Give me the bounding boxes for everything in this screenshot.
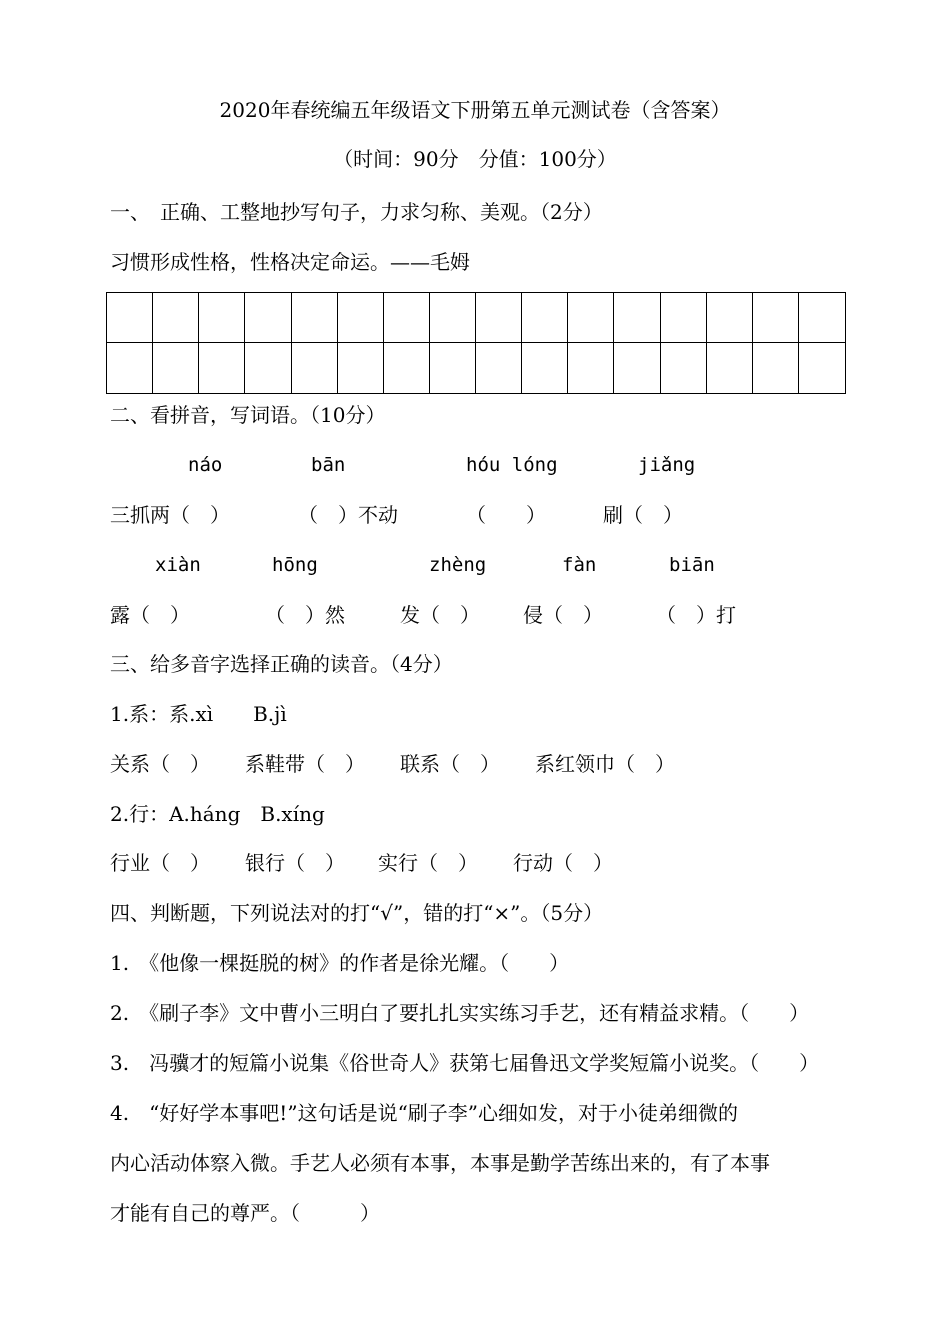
pinyin-label: náo <box>188 454 223 476</box>
fill-word: （ ） <box>466 503 546 527</box>
judgement-item: 3. 冯骥才的短篇小说集《俗世奇人》获第七届鲁迅文学奖短篇小说奖。（ ） <box>110 1051 820 1075</box>
grid-cell[interactable] <box>107 343 153 393</box>
pinyin-label: xiàn <box>155 554 201 576</box>
polyphone-options: 2.行：A.háng B.xíng <box>110 802 325 826</box>
section-4-heading: 四、判断题，下列说法对的打“√”，错的打“×”。（5分） <box>110 901 604 925</box>
grid-cell[interactable] <box>245 343 291 393</box>
judgement-item-continued: 才能有自己的尊严。（ ） <box>110 1201 380 1225</box>
grid-cell[interactable] <box>476 343 522 393</box>
grid-cell[interactable] <box>476 293 522 343</box>
fill-word: （ ）然 <box>265 603 345 627</box>
polyphone-word: 银行（ ） <box>245 851 345 875</box>
grid-cell[interactable] <box>707 293 753 343</box>
pinyin-label: zhèng <box>429 554 487 576</box>
section-3-heading: 三、给多音字选择正确的读音。（4分） <box>110 652 453 676</box>
grid-cell[interactable] <box>338 293 384 343</box>
grid-cell[interactable] <box>384 343 430 393</box>
polyphone-word: 系鞋带（ ） <box>245 752 365 776</box>
grid-cell[interactable] <box>292 293 338 343</box>
fill-word: 三抓两（ ） <box>110 503 230 527</box>
fill-word: 刷（ ） <box>603 503 683 527</box>
pinyin-label: biān <box>669 554 715 576</box>
grid-cell[interactable] <box>153 343 199 393</box>
pinyin-label: hóu lóng <box>466 454 558 476</box>
grid-cell[interactable] <box>292 343 338 393</box>
judgement-item: 1. 《他像一棵挺脱的树》的作者是徐光耀。（ ） <box>110 951 570 975</box>
polyphone-word: 关系（ ） <box>110 752 210 776</box>
pinyin-label: hōng <box>272 554 318 576</box>
grid-cell[interactable] <box>199 293 245 343</box>
grid-cell[interactable] <box>107 293 153 343</box>
grid-cell[interactable] <box>338 343 384 393</box>
pinyin-label: fàn <box>562 554 597 576</box>
polyphone-word: 行动（ ） <box>513 851 613 875</box>
grid-cell[interactable] <box>614 343 660 393</box>
pinyin-label: bān <box>311 454 346 476</box>
grid-cell[interactable] <box>799 293 845 343</box>
judgement-item-continued: 内心活动体察入微。手艺人必须有本事，本事是勤学苦练出来的，有了本事 <box>110 1151 770 1175</box>
polyphone-word: 行业（ ） <box>110 851 210 875</box>
polyphone-word: 实行（ ） <box>378 851 478 875</box>
fill-word: 发（ ） <box>400 603 480 627</box>
section-2-heading: 二、看拼音，写词语。（10分） <box>110 403 386 427</box>
polyphone-word: 系红领巾（ ） <box>535 752 675 776</box>
fill-word: 露（ ） <box>110 603 190 627</box>
section-1-heading: 一、 正确、工整地抄写句子，力求匀称、美观。（2分） <box>110 200 603 224</box>
grid-cell[interactable] <box>199 343 245 393</box>
grid-cell[interactable] <box>430 343 476 393</box>
grid-cell[interactable] <box>707 343 753 393</box>
fill-word: 侵（ ） <box>523 603 603 627</box>
fill-word: （ ）打 <box>656 603 736 627</box>
grid-cell[interactable] <box>614 293 660 343</box>
page-subtitle: （时间：90分 分值：100分） <box>333 147 617 171</box>
writing-grid[interactable] <box>106 292 846 394</box>
polyphone-word: 联系（ ） <box>400 752 500 776</box>
grid-cell[interactable] <box>384 293 430 343</box>
grid-cell[interactable] <box>430 293 476 343</box>
grid-cell[interactable] <box>568 343 614 393</box>
grid-cell[interactable] <box>799 343 845 393</box>
grid-cell[interactable] <box>522 293 568 343</box>
copy-sentence: 习惯形成性格，性格决定命运。——毛姆 <box>110 250 470 274</box>
grid-cell[interactable] <box>245 293 291 343</box>
page-title: 2020年春统编五年级语文下册第五单元测试卷（含答案） <box>219 98 731 122</box>
grid-cell[interactable] <box>568 293 614 343</box>
grid-cell[interactable] <box>522 343 568 393</box>
grid-cell[interactable] <box>753 343 799 393</box>
judgement-item: 2. 《刷子李》文中曹小三明白了要扎扎实实练习手艺，还有精益求精。（ ） <box>110 1001 810 1025</box>
pinyin-label: jiǎng <box>638 454 696 476</box>
grid-cell[interactable] <box>661 343 707 393</box>
polyphone-options: 1.系：系.xì B.jì <box>110 702 287 726</box>
grid-cell[interactable] <box>753 293 799 343</box>
judgement-item: 4. “好好学本事吧!”这句话是说“刷子李”心细如发，对于小徒弟细微的 <box>110 1101 739 1125</box>
fill-word: （ ）不动 <box>298 503 398 527</box>
grid-cell[interactable] <box>153 293 199 343</box>
grid-cell[interactable] <box>661 293 707 343</box>
